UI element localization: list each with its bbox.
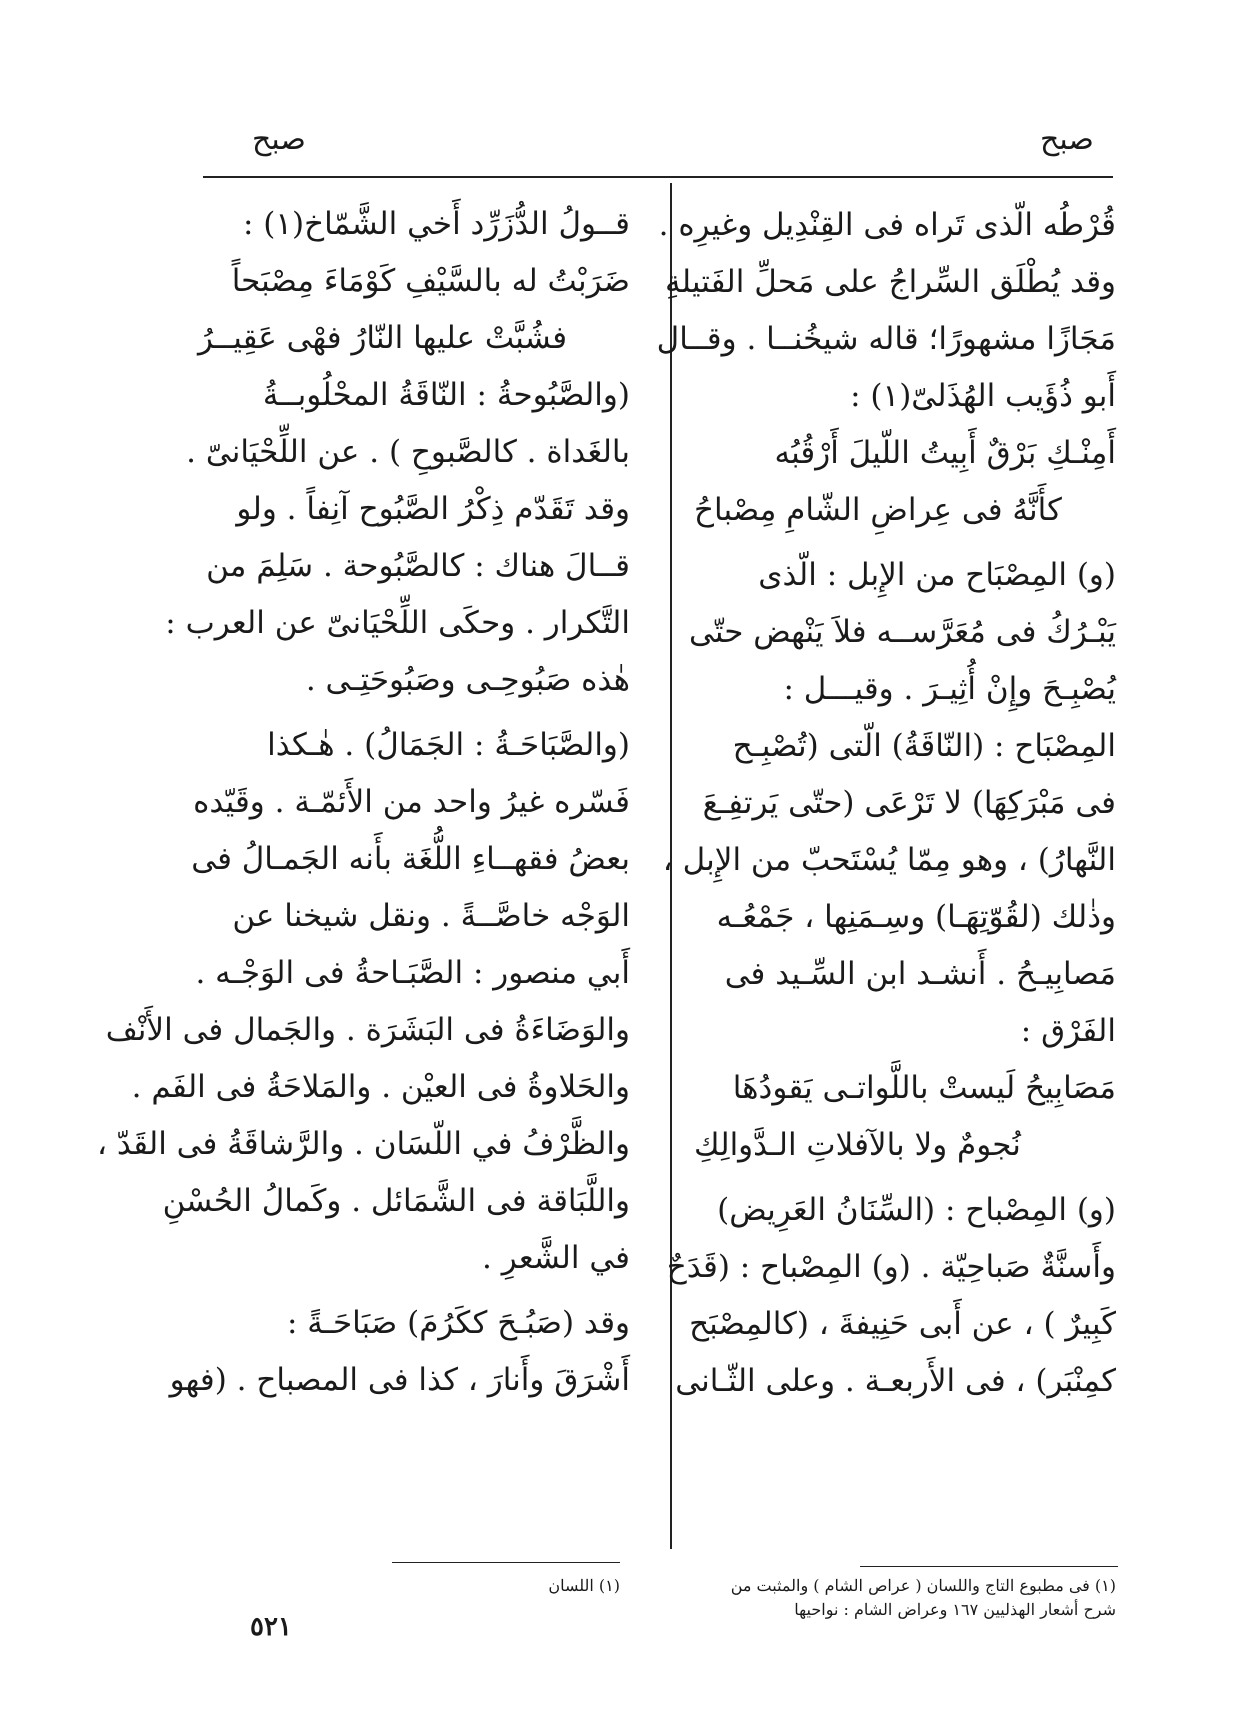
text-line: في الشَّعرِ .: [482, 1240, 630, 1276]
text-line: (والصَّبَاحَـةُ : الجَمَالُ) . هٰـكذا: [267, 727, 630, 763]
text-line: التَّكرار . وحكَى اللِّحْيَانىّ عن العرب :: [165, 605, 630, 641]
text-line: أَشْرَقَ وأَنارَ ، كذا فى المصباح . (فهو: [169, 1362, 630, 1398]
text-line: الوَجْه خاصَّــةً . ونقل شيخنا عن: [232, 898, 630, 934]
text-line: الفَرْق :: [1020, 1013, 1116, 1049]
verse-line: مَصَابِيحُ لَيستْ باللَّواتـى يَقودُهَا: [732, 1070, 1116, 1106]
text-line: وقد تَقَدّم ذِكْرُ الصَّبُوح آنِفاً . ولو: [236, 491, 630, 527]
text-line: (و) المِصْبَاح من الإِبل : الّذى: [758, 557, 1116, 593]
text-line: أَبي منصور : الصَّبَـاحةُ فى الوَجْـه .: [195, 955, 630, 991]
text-line: (و) المِصْباح : (السِّنَانُ العَرِيض): [717, 1192, 1116, 1228]
text-line: كَبِيرٌ ) ، عن أَبى حَنِيفةَ ، (كالمِصْبَح: [689, 1306, 1116, 1342]
text-line: والحَلاوةُ فى العيْن . والمَلاحَةُ فى الفَم .: [131, 1069, 630, 1105]
running-header-left: صبح: [252, 122, 306, 157]
footnote-line: (١) فى مطبوع التاج واللسان ( عراص الشام ) والمثبت من: [730, 1576, 1116, 1595]
page-number: ٥٢١: [250, 1612, 292, 1642]
text-line: قُرْطُه الّذى تَراه فى القِنْدِيل وغيرِه .: [658, 207, 1116, 243]
footnote-rule-left: [392, 1562, 620, 1563]
left-column: [96, 196, 630, 1409]
text-line: مَصابِيـحُ . أَنشـد ابن السِّـيد فى: [724, 956, 1116, 992]
text-line: يَبْـرُكُ فى مُعَرَّســه فلاَ يَنْهض حتّى: [689, 614, 1116, 650]
text-line: قــولُ الدُّزَرِّد أَخي الشَّمّاخ(١) :: [242, 206, 630, 242]
verse-line: كأَنَّهُ فى عِراضِ الشّامِ مِصْباحُ: [694, 492, 1062, 528]
text-line: بعضُ فقهــاءِ اللُّغَة بأَنه الجَمـالُ فى: [191, 841, 630, 877]
running-header-right: صبح: [1040, 122, 1094, 157]
text-line: النَّهارُ) ، وهو مِمّا يُسْتَحبّ من الإِبل ،: [662, 842, 1116, 878]
header-rule: [203, 176, 1113, 178]
text-line: وقد يُطْلَق السِّراجُ على مَحلِّ الفَتيلةِ: [665, 264, 1116, 300]
text-line: كمِنْبَر) ، فى الأَربعـة . وعلى الثّـانى: [675, 1363, 1116, 1399]
verse-line: نُجومٌ ولا بالآفلاتِ الـدَّوالِكِ: [694, 1127, 1021, 1163]
footnote-line: (١) اللسان: [548, 1576, 620, 1595]
text-line: فَسّره غيرُ واحد من الأَئمّـة . وقَيّده: [193, 784, 630, 820]
text-line: فى مَبْرَكِهَا) لا تَرْعَى (حتّى يَرتفِـعَ: [702, 785, 1116, 821]
text-line: قــالَ هناك : كالصَّبُوحة . سَلِمَ من: [206, 548, 630, 584]
text-line: المِصْبَاح : (النّاقَةُ) الّتى (تُصْبِـح: [732, 728, 1116, 764]
text-line: مَجَازًا مشهورًا؛ قاله شيخُنــا . وقــال: [656, 321, 1116, 357]
footnote-right: [696, 1574, 1116, 1622]
text-line: والظَّرْفُ في اللّسَان . والرَّشاقَةُ فى القَدّ ،: [96, 1126, 630, 1162]
footnote-rule-right: [860, 1566, 1118, 1567]
footnote-line: شرح أشعار الهذليين ١٦٧ وعراض الشام : نواحيها: [794, 1600, 1116, 1619]
text-line: (والصَّبُوحةُ : النّاقَةُ المحْلُوبــةُ: [262, 377, 630, 413]
text-line: هٰذه صَبُوحِـى وصَبُوحَتِـى .: [305, 662, 630, 698]
right-column: [656, 197, 1116, 1410]
text-line: وذٰلك (لقُوّتِهَـا) وسِـمَنِها ، جَمْعُـه: [716, 899, 1116, 935]
text-line: بالغَداة . كالصَّبوحِ ) . عن اللِّحْيَانىّ .: [186, 434, 630, 470]
text-line: وأَسنَّةٌ صَباحِيّة . (و) المِصْباح : (قَدَحٌ: [666, 1249, 1116, 1285]
text-line: واللَّبَاقة فى الشَّمَائل . وكَمالُ الحُسْنِ: [162, 1183, 630, 1219]
text-line: يُصْبِـحَ وإِنْ أُثِيـرَ . وقيـــل :: [783, 671, 1116, 707]
verse-line: فشُبَّتْ عليها النّارُ فهْى عَقِيــرُ: [198, 320, 568, 356]
text-line: والوَضَاءَةُ فى البَشَرَة . والجَمال فى الأَنْف: [105, 1012, 630, 1048]
text-line: أَبو ذُؤَيب الهُذَلىّ(١) :: [850, 378, 1116, 414]
text-line: وقد (صَبُـحَ ككَرُمَ) صَبَاحَـةً :: [286, 1305, 630, 1341]
verse-line: أَمِنْـكِ بَرْقٌ أَبِيتُ اللّيلَ أَرْقُبُه: [774, 435, 1116, 471]
footnote-left: [430, 1574, 620, 1598]
verse-line: ضَرَبْتُ له بالسَّيْفِ كَوْمَاءَ مِصْبَحاً: [231, 263, 630, 299]
